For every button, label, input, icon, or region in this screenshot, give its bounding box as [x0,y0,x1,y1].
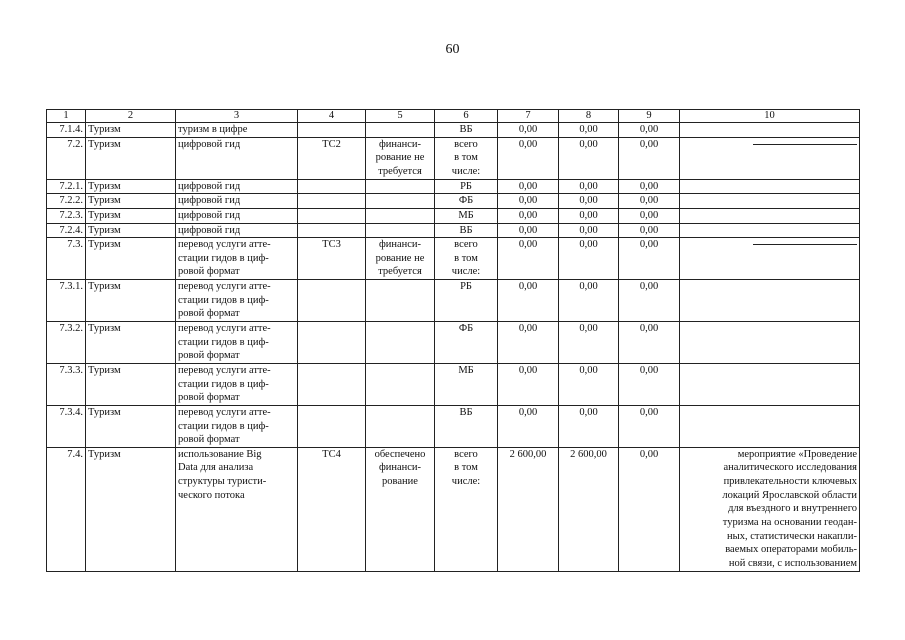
measure-name-cell: цифровой гид [176,179,298,194]
value-year-2-cell: 0,00 [619,280,680,322]
value-year-2-cell: 0,00 [619,223,680,238]
sector-cell: Туризм [86,238,176,280]
value-year-1-cell: 0,00 [559,179,619,194]
code-cell [298,179,366,194]
table-row [47,405,860,447]
row-number-cell: 7.2.4. [47,223,86,238]
column-number: 9 [619,110,680,123]
value-year-1-cell: 0,00 [559,208,619,223]
measure-name-cell: туризм в цифре [176,123,298,138]
financing-status-cell [366,280,435,322]
value-year-2-cell: 0,00 [619,137,680,179]
budget-source-cell: ВБ [435,405,498,447]
sector-cell: Туризм [86,194,176,209]
financing-status-cell [366,405,435,447]
row-number-cell: 7.1.4. [47,123,86,138]
budget-source-cell: РБ [435,280,498,322]
column-number: 1 [47,110,86,123]
financing-status-cell: финанси- рование не требуется [366,137,435,179]
budget-source-cell: ВБ [435,123,498,138]
value-total-cell: 0,00 [498,363,559,405]
note-cell [680,137,860,179]
row-number-cell: 7.2.2. [47,194,86,209]
measure-name-cell: цифровой гид [176,208,298,223]
budget-source-cell: всего в том числе: [435,447,498,571]
note-cell [680,405,860,447]
row-number-cell: 7.3. [47,238,86,280]
measure-name-cell: перевод услуги атте- стации гидов в циф- ровой формат [176,363,298,405]
value-year-2-cell: 0,00 [619,123,680,138]
table-row [47,238,860,280]
row-number-cell: 7.2.1. [47,179,86,194]
value-total-cell: 0,00 [498,223,559,238]
table-row [47,179,860,194]
value-year-1-cell: 2 600,00 [559,447,619,571]
value-total-cell: 2 600,00 [498,447,559,571]
financing-status-cell [366,322,435,364]
value-year-2-cell: 0,00 [619,405,680,447]
note-cell [680,280,860,322]
value-year-1-cell: 0,00 [559,322,619,364]
column-number: 4 [298,110,366,123]
column-number-row [47,110,860,123]
budget-source-cell: всего в том числе: [435,137,498,179]
sector-cell: Туризм [86,123,176,138]
column-number: 6 [435,110,498,123]
note-cell [680,123,860,138]
value-year-1-cell: 0,00 [559,223,619,238]
value-total-cell: 0,00 [498,123,559,138]
row-number-cell: 7.4. [47,447,86,571]
financing-status-cell [366,123,435,138]
measure-name-cell: цифровой гид [176,223,298,238]
value-year-2-cell: 0,00 [619,208,680,223]
measure-name-cell: цифровой гид [176,137,298,179]
value-total-cell: 0,00 [498,405,559,447]
financing-status-cell [366,208,435,223]
row-number-cell: 7.3.1. [47,280,86,322]
sector-cell: Туризм [86,363,176,405]
budget-source-cell: ФБ [435,322,498,364]
value-year-2-cell: 0,00 [619,194,680,209]
value-year-1-cell: 0,00 [559,194,619,209]
sector-cell: Туризм [86,405,176,447]
table-row [47,137,860,179]
code-cell: ТС4 [298,447,366,571]
row-number-cell: 7.2.3. [47,208,86,223]
cell-rule [753,144,857,145]
sector-cell: Туризм [86,322,176,364]
financing-status-cell [366,194,435,209]
column-number: 10 [680,110,860,123]
value-year-2-cell: 0,00 [619,447,680,571]
financing-status-cell [366,179,435,194]
table-row [47,194,860,209]
budget-source-cell: всего в том числе: [435,238,498,280]
table-row [47,123,860,138]
column-number: 7 [498,110,559,123]
financing-status-cell [366,223,435,238]
table-row [47,223,860,238]
row-number-cell: 7.3.2. [47,322,86,364]
budget-source-cell: МБ [435,208,498,223]
measure-name-cell: использование Big Data для анализа структуры туристи- ческого потока [176,447,298,571]
row-number-cell: 7.3.4. [47,405,86,447]
code-cell [298,405,366,447]
note-cell: мероприятие «Проведение аналитического исследования привлекательности ключевых локаций Ярославской области для въездного и внутреннего туризма на основании геодан- ных, статистически накапли- ваемых операторами мобиль- ной связи, с использованием [680,447,860,571]
note-cell [680,194,860,209]
program-table [46,109,860,572]
financing-status-cell [366,363,435,405]
note-cell [680,322,860,364]
sector-cell: Туризм [86,208,176,223]
row-number-cell: 7.2. [47,137,86,179]
note-cell [680,179,860,194]
value-year-2-cell: 0,00 [619,363,680,405]
value-year-2-cell: 0,00 [619,238,680,280]
code-cell [298,223,366,238]
sector-cell: Туризм [86,223,176,238]
sector-cell: Туризм [86,179,176,194]
value-year-2-cell: 0,00 [619,179,680,194]
note-cell [680,363,860,405]
column-number: 5 [366,110,435,123]
note-cell [680,223,860,238]
budget-source-cell: МБ [435,363,498,405]
measure-name-cell: цифровой гид [176,194,298,209]
value-year-2-cell: 0,00 [619,322,680,364]
value-year-1-cell: 0,00 [559,405,619,447]
sector-cell: Туризм [86,447,176,571]
code-cell: ТС2 [298,137,366,179]
value-year-1-cell: 0,00 [559,238,619,280]
code-cell [298,194,366,209]
value-year-1-cell: 0,00 [559,280,619,322]
table-row [47,363,860,405]
note-cell [680,208,860,223]
measure-name-cell: перевод услуги атте- стации гидов в циф- ровой формат [176,322,298,364]
measure-name-cell: перевод услуги атте- стации гидов в циф- ровой формат [176,405,298,447]
table-row [47,322,860,364]
note-cell [680,238,860,280]
sector-cell: Туризм [86,280,176,322]
financing-status-cell: обеспечено финанси- рование [366,447,435,571]
cell-rule [753,244,857,245]
page-number: 60 [445,42,460,57]
table-row [47,208,860,223]
column-number: 2 [86,110,176,123]
code-cell [298,280,366,322]
code-cell: ТС3 [298,238,366,280]
value-total-cell: 0,00 [498,208,559,223]
budget-source-cell: ФБ [435,194,498,209]
code-cell [298,322,366,364]
value-total-cell: 0,00 [498,280,559,322]
code-cell [298,208,366,223]
value-total-cell: 0,00 [498,194,559,209]
measure-name-cell: перевод услуги атте- стации гидов в циф- ровой формат [176,238,298,280]
table-row [47,280,860,322]
sector-cell: Туризм [86,137,176,179]
column-number: 8 [559,110,619,123]
code-cell [298,363,366,405]
code-cell [298,123,366,138]
value-total-cell: 0,00 [498,238,559,280]
value-total-cell: 0,00 [498,179,559,194]
value-year-1-cell: 0,00 [559,137,619,179]
budget-source-cell: ВБ [435,223,498,238]
value-year-1-cell: 0,00 [559,123,619,138]
value-year-1-cell: 0,00 [559,363,619,405]
measure-name-cell: перевод услуги атте- стации гидов в циф- ровой формат [176,280,298,322]
financing-status-cell: финанси- рование не требуется [366,238,435,280]
row-number-cell: 7.3.3. [47,363,86,405]
budget-source-cell: РБ [435,179,498,194]
value-total-cell: 0,00 [498,137,559,179]
column-number: 3 [176,110,298,123]
table-row [47,447,860,571]
value-total-cell: 0,00 [498,322,559,364]
